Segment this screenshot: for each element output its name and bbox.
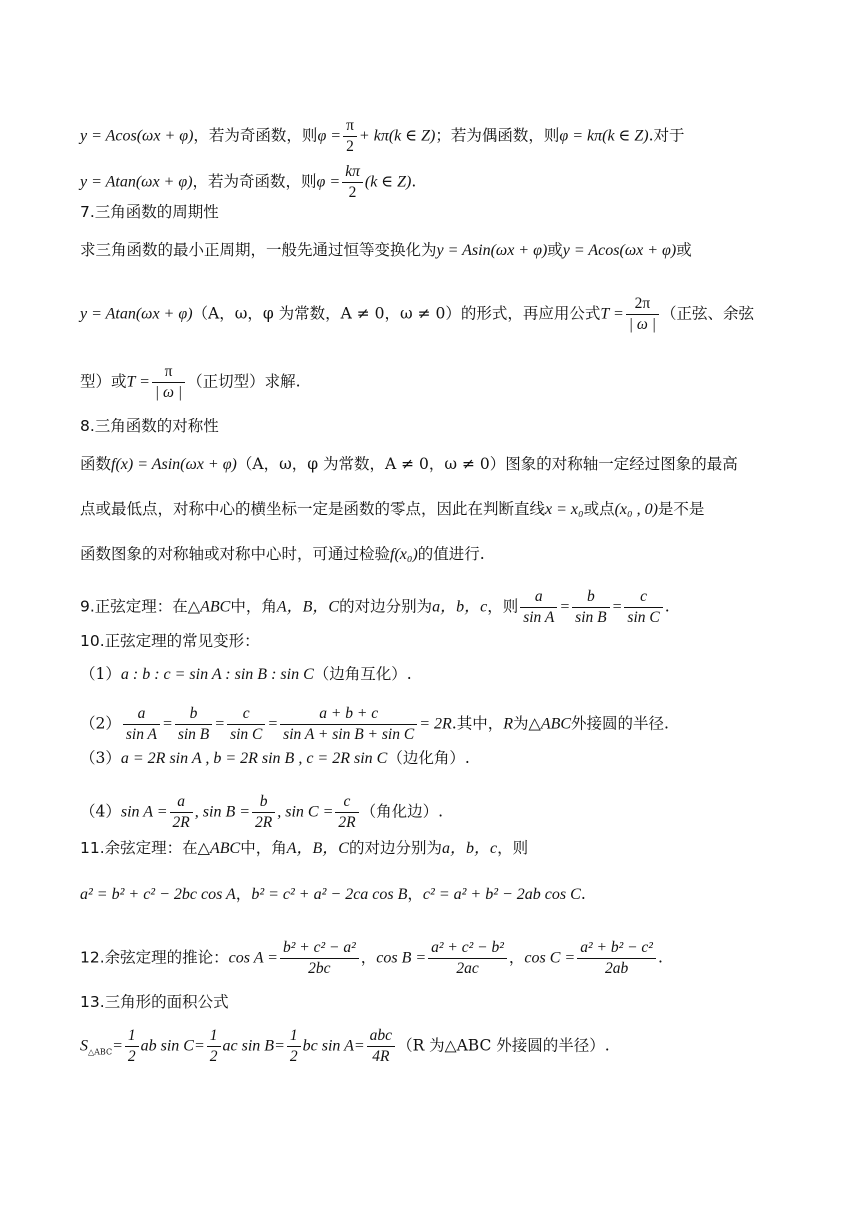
- section-10-item-4: （4）sin A = $\frac{a}{2R}$ , sin B = $\frac{b}{2R}$ , sin C = $\frac{c}{2R}$ （角化边）.: [80, 793, 444, 831]
- section-13-title: 13.三角形的面积公式: [80, 993, 229, 1011]
- section-7-title: 7.三角函数的周期性: [80, 203, 219, 221]
- section-8-title: 8.三角函数的对称性: [80, 417, 219, 435]
- section-8-line-3: 函数图象的对称轴或对称中心时，可通过检验f(x₀)的值进行.: [80, 545, 485, 563]
- section-8-line-2: 点或最低点，对称中心的横坐标一定是函数的零点，因此在判断直线x = x₀或点(x₀ , 0)是不是: [80, 500, 705, 518]
- section-7-paragraph-line-1: 求三角函数的最小正周期，一般先通过恒等变换化为y = Asin(ωx + φ)或y = Acos(ωx + φ)或: [80, 241, 692, 259]
- section-10-item-1: （1）a : b : c = sin A : sin B : sin C（边角互化）.: [80, 665, 412, 683]
- parity-cos-line: y = Acos(ωx + φ)，若为奇函数，则φ = $\frac{\pi}{2}$ + kπ(k ∈ Z)；若为偶函数，则φ = kπ(k ∈ Z).对于: [80, 117, 685, 155]
- section-11-formulas: a² = b² + c² − 2bc cos A，b² = c² + a² − 2ca cos B，c² = a² + b² − 2ab cos C.: [80, 885, 586, 903]
- section-7-paragraph-line-3: 型）或T = $\frac{\pi}{| \omega |}$ （正切型）求解.: [80, 363, 301, 401]
- section-11-cosine-law: 11.余弦定理：在△ABC中，角A，B，C的对边分别为a，b，c，则: [80, 839, 529, 857]
- period-fraction: $\frac{2\pi}{| \omega |}$: [626, 294, 659, 335]
- section-8-line-1: 函数f(x) = Asin(ωx + φ)（A，ω，φ 为常数，A ≠ 0，ω ≠ 0）图象的对称轴一定经过图象的最高: [80, 455, 738, 473]
- section-9-sine-law: 9.正弦定理：在△ABC中，角A，B，C的对边分别为a，b，c，则 $\frac{a}{\text{sin A}}$ = $\frac{b}{\text{sin B}}$ = $\frac{c}{\text{sin C}}$ .: [80, 588, 670, 626]
- parity-tan-line: y = Atan(ωx + φ)，若为奇函数，则φ = $\frac{k\pi}{2}$ (k ∈ Z).: [80, 163, 417, 201]
- pi-over-2-fraction: $\frac{\pi}{2}$: [343, 116, 357, 157]
- section-10-item-3: （3）a = 2R sin A , b = 2R sin B , c = 2R sin C（边化角）.: [80, 749, 470, 767]
- section-10-title: 10.正弦定理的常见变形：: [80, 632, 260, 650]
- tan-period-fraction: $\frac{\pi}{| \omega |}$: [152, 362, 185, 403]
- section-13-area-formula: $S_{\triangle ABC}=$ $\frac{1}{2}$ ab sin C= $\frac{1}{2}$ ac sin B= $\frac{1}{2}$ bc sin A= $\frac{\text{abc}}{4R}$ （R 为△ABC 外接圆的半径）.: [80, 1027, 610, 1065]
- section-7-paragraph-line-2: y = Atan(ωx + φ)（A，ω，φ 为常数，A ≠ 0，ω ≠ 0）的形式，再应用公式T = $\frac{2\pi}{| \omega |}$ （正弦、余弦: [80, 295, 755, 333]
- kpi-over-2-fraction: $\frac{k\pi}{2}$: [342, 162, 363, 203]
- section-12-cosine-corollary: 12.余弦定理的推论：cos A = $\frac{\text{b² + c² − a²}}{2bc}$ ，cos B = $\frac{\text{a² + c² − b²}}{2ac}$ ，cos C = $\frac{\text{a² + b² − c²}}{2ab}$ .: [80, 939, 663, 977]
- section-10-item-2: （2） $\frac{a}{\text{sin A}}$ = $\frac{b}{\text{sin B}}$ = $\frac{c}{\text{sin C}}$ = $\frac{a + b + c}{\text{sin A + sin B + sin C}}$ = 2R.其中，R为△ABC外接圆的半径.: [80, 705, 669, 743]
